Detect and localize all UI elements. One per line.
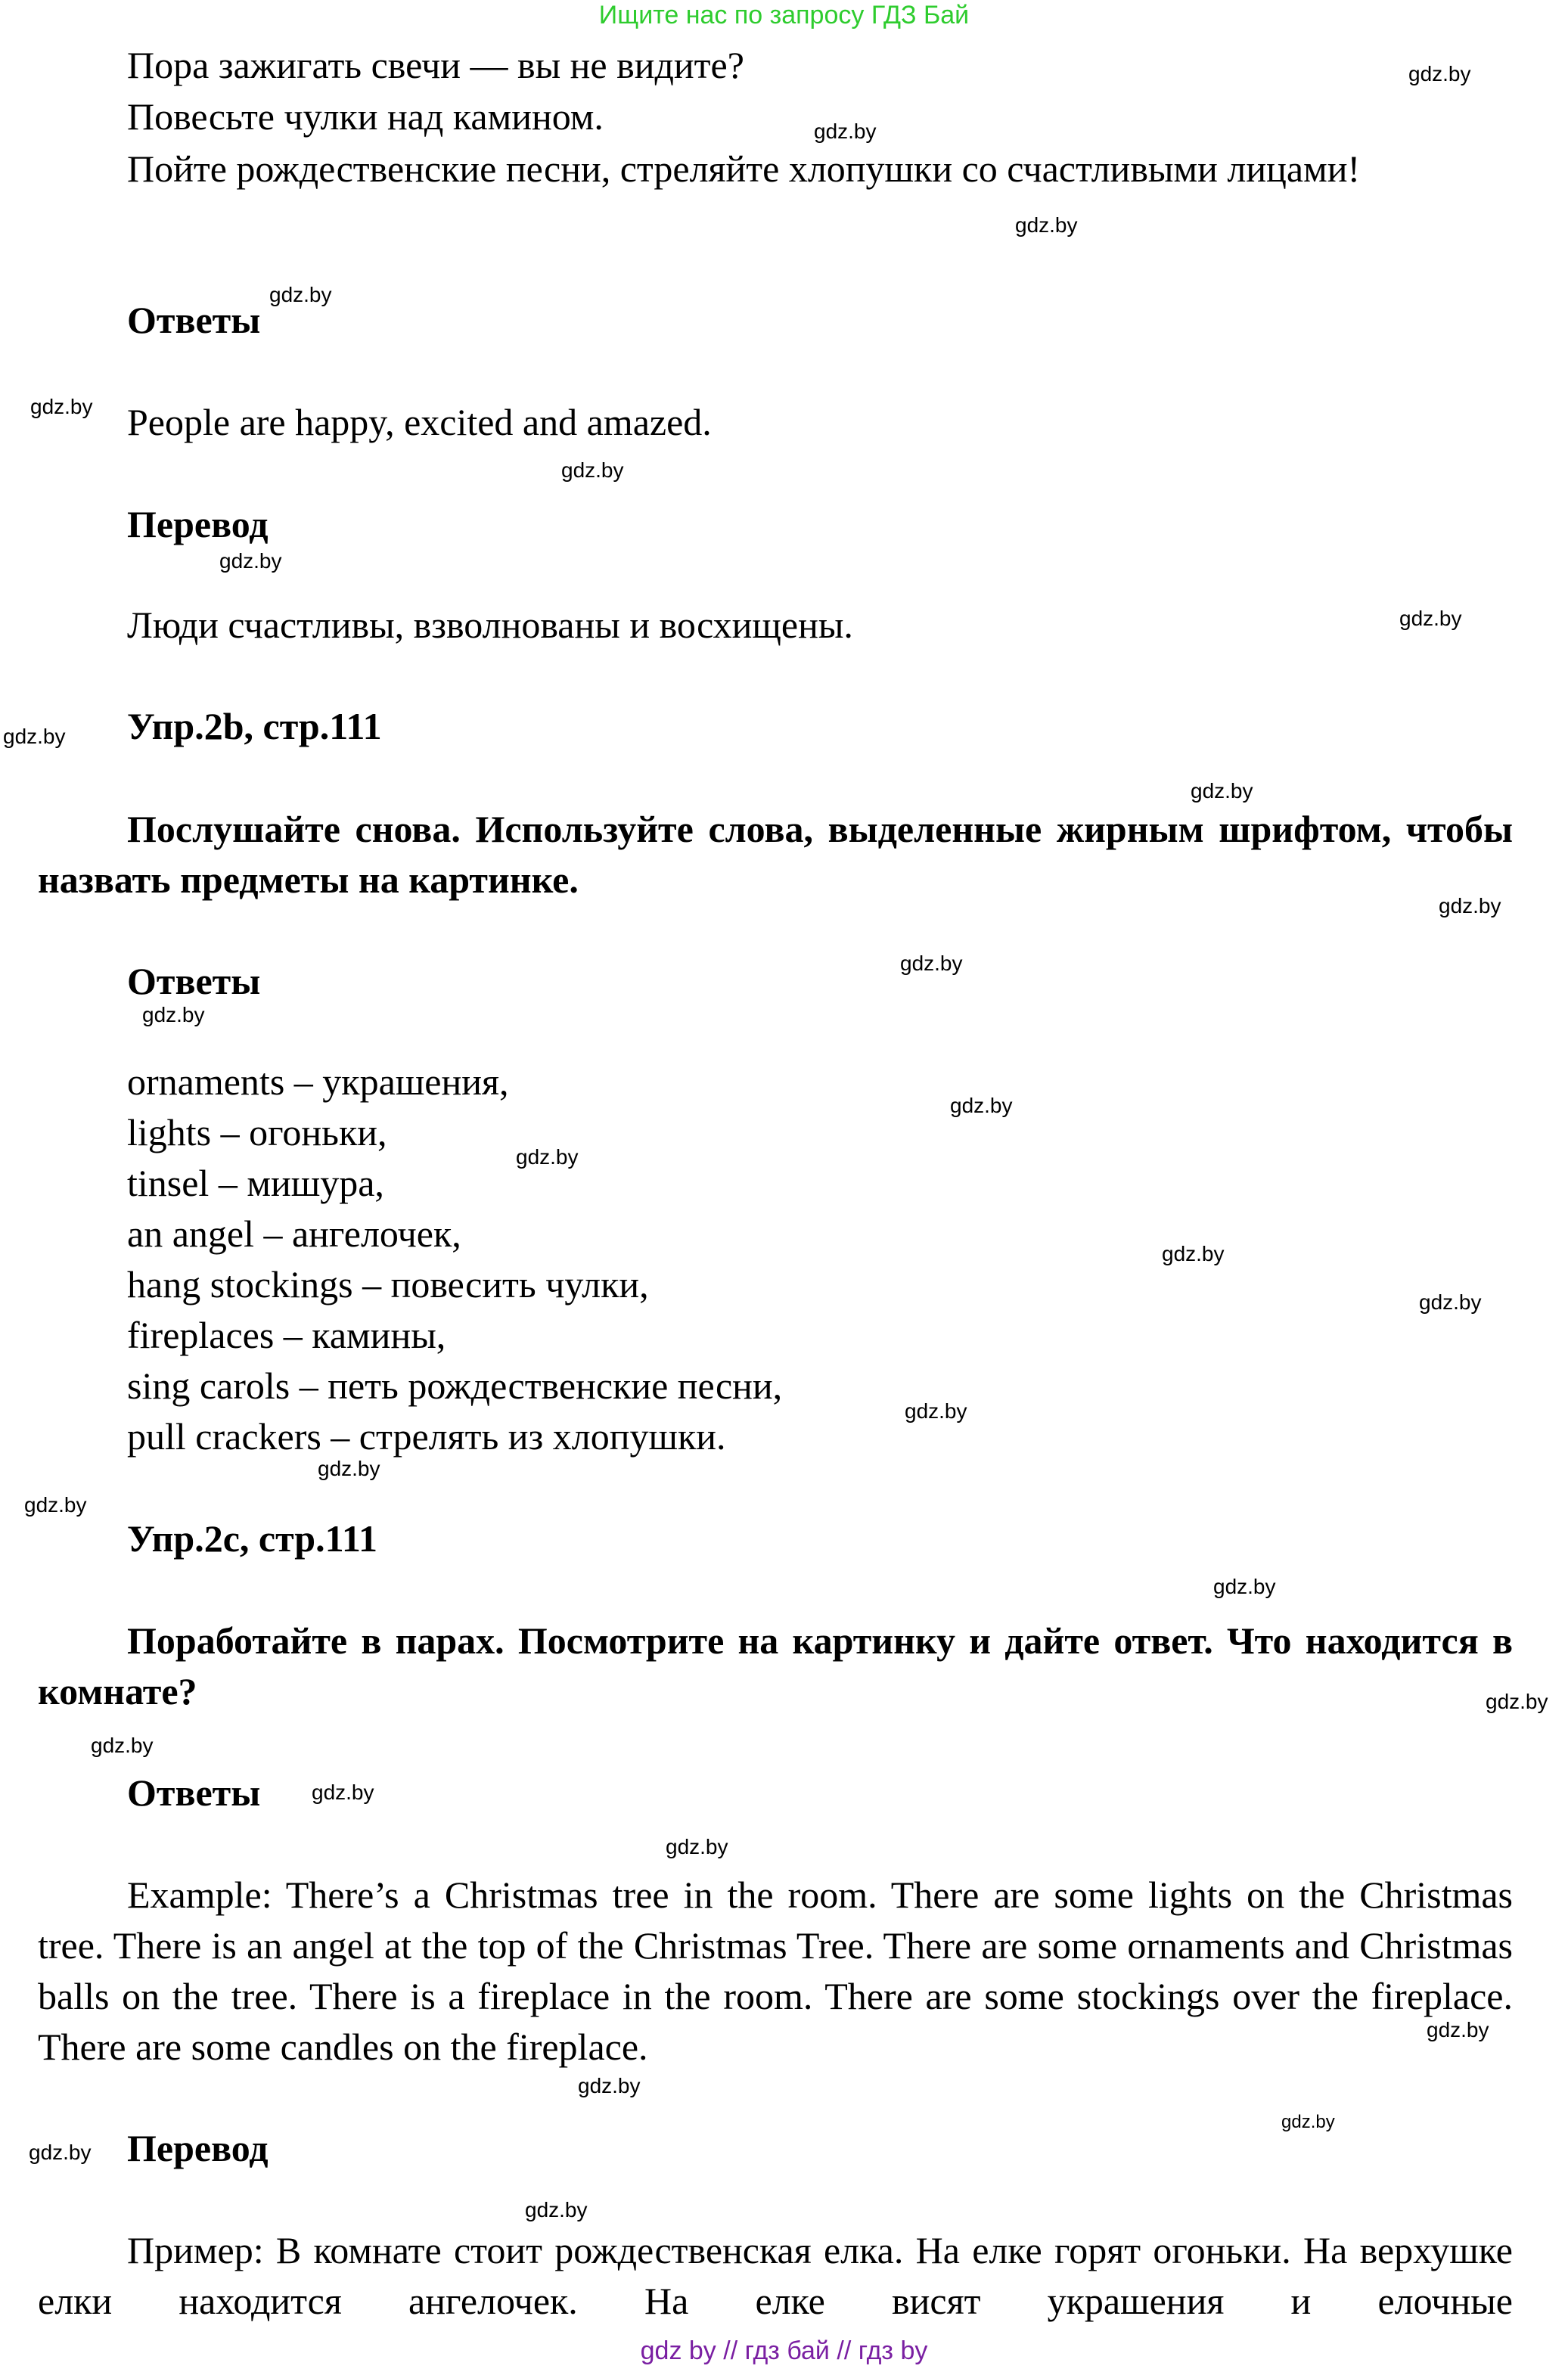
top-banner[interactable]: Ищите нас по запросу ГДЗ Бай: [598, 1, 970, 29]
watermark: gdz.by: [1015, 213, 1078, 237]
vocab-item: tinsel – мишура,: [127, 1162, 384, 1204]
exercise-task-2c: Поработайте в парах. Посмотрите на картинку и дайте ответ. Что находится в комнате?: [38, 1619, 1513, 1712]
translation-paragraph: Пример: В комнате стоит рождественская елка. На елке горят огоньки. На верхушке елки находится ангелочек. На елке висят украшения и елочные: [38, 2229, 1513, 2322]
watermark: gdz.by: [219, 549, 282, 573]
watermark: gdz.by: [1191, 779, 1253, 803]
watermark: gdz.by: [814, 120, 877, 143]
vocab-item: pull crackers – стрелять из хлопушки.: [127, 1415, 726, 1458]
vocab-item: lights – огоньки,: [127, 1111, 387, 1153]
watermark: gdz.by: [1427, 2018, 1489, 2041]
example-paragraph: Example: There’s a Christmas tree in the room. There are some lights on the Christmas tree. There is an angel at the top of the Christmas Tree. There are some ornaments and Christmas balls on the tree. There is a fireplace in the room. There are some stockings over the fireplace. There are some candles on the fireplace.: [38, 1874, 1513, 2068]
watermark: gdz.by: [269, 283, 332, 306]
translation-heading-2c: Перевод: [127, 2127, 269, 2169]
watermark: gdz.by: [1408, 62, 1471, 85]
poem-line-indented: [38, 144, 1513, 194]
watermark: gdz.by: [1162, 1242, 1225, 1265]
exercise-title-2b: Упр.2b, стр.111: [127, 705, 382, 747]
answer-text: People are happy, excited and amazed.: [127, 401, 712, 443]
vocab-item: ornaments – украшения,: [127, 1060, 509, 1103]
watermark: gdz.by: [91, 1734, 154, 1757]
watermark: gdz.by: [525, 2198, 588, 2221]
watermark: gdz.by: [30, 395, 93, 418]
translation-heading: Перевод: [127, 503, 269, 545]
watermark: gdz.by: [142, 1003, 205, 1026]
watermark: gdz.by: [905, 1399, 967, 1423]
vocab-item: fireplaces – камины,: [127, 1314, 446, 1356]
watermark: gdz.by: [3, 725, 66, 748]
exercise-title-2c: Упр.2c, стр.111: [127, 1517, 378, 1560]
watermark: gdz.by: [1486, 1690, 1548, 1713]
poem-line-text: Пойте рождественские песни, стреляйте хлопушки со счастливыми лицами!: [127, 147, 1361, 190]
answers-heading-2c: Ответы: [127, 1771, 261, 1814]
watermark: gdz.by: [516, 1145, 579, 1169]
watermark: gdz.by: [24, 1493, 87, 1517]
vocab-item: sing carols – петь рождественские песни,: [127, 1365, 783, 1407]
watermark: gdz.by: [900, 952, 963, 975]
watermark: gdz.by: [578, 2074, 641, 2097]
poem-line: Повесьте чулки над камином.: [127, 95, 604, 138]
watermark: gdz.by: [1399, 607, 1462, 630]
vocab-item: an angel – ангелочек,: [127, 1212, 461, 1255]
watermark: gdz.by: [1419, 1290, 1482, 1314]
watermark: gdz.by: [318, 1457, 380, 1480]
answers-heading-2b: Ответы: [127, 960, 261, 1002]
watermark: gdz.by: [1213, 1575, 1276, 1598]
watermark: gdz.by: [666, 1835, 728, 1858]
watermark: gdz.by: [1281, 2112, 1335, 2132]
footer-links[interactable]: gdz by // гдз бай // гдз by: [640, 2336, 928, 2365]
poem-line: Пора зажигать свечи — вы не видите?: [127, 44, 744, 86]
vocab-item: hang stockings – повесить чулки,: [127, 1263, 649, 1306]
watermark: gdz.by: [29, 2141, 92, 2164]
watermark: gdz.by: [561, 458, 624, 482]
answers-heading: Ответы: [127, 299, 261, 341]
watermark: gdz.by: [1439, 894, 1501, 917]
translation-text: Люди счастливы, взволнованы и восхищены.: [127, 604, 853, 646]
exercise-task-2b: Послушайте снова. Используйте слова, выделенные жирным шрифтом, чтобы назвать предметы на картинке.: [38, 808, 1513, 901]
watermark: gdz.by: [950, 1094, 1013, 1117]
watermark: gdz.by: [312, 1781, 374, 1804]
